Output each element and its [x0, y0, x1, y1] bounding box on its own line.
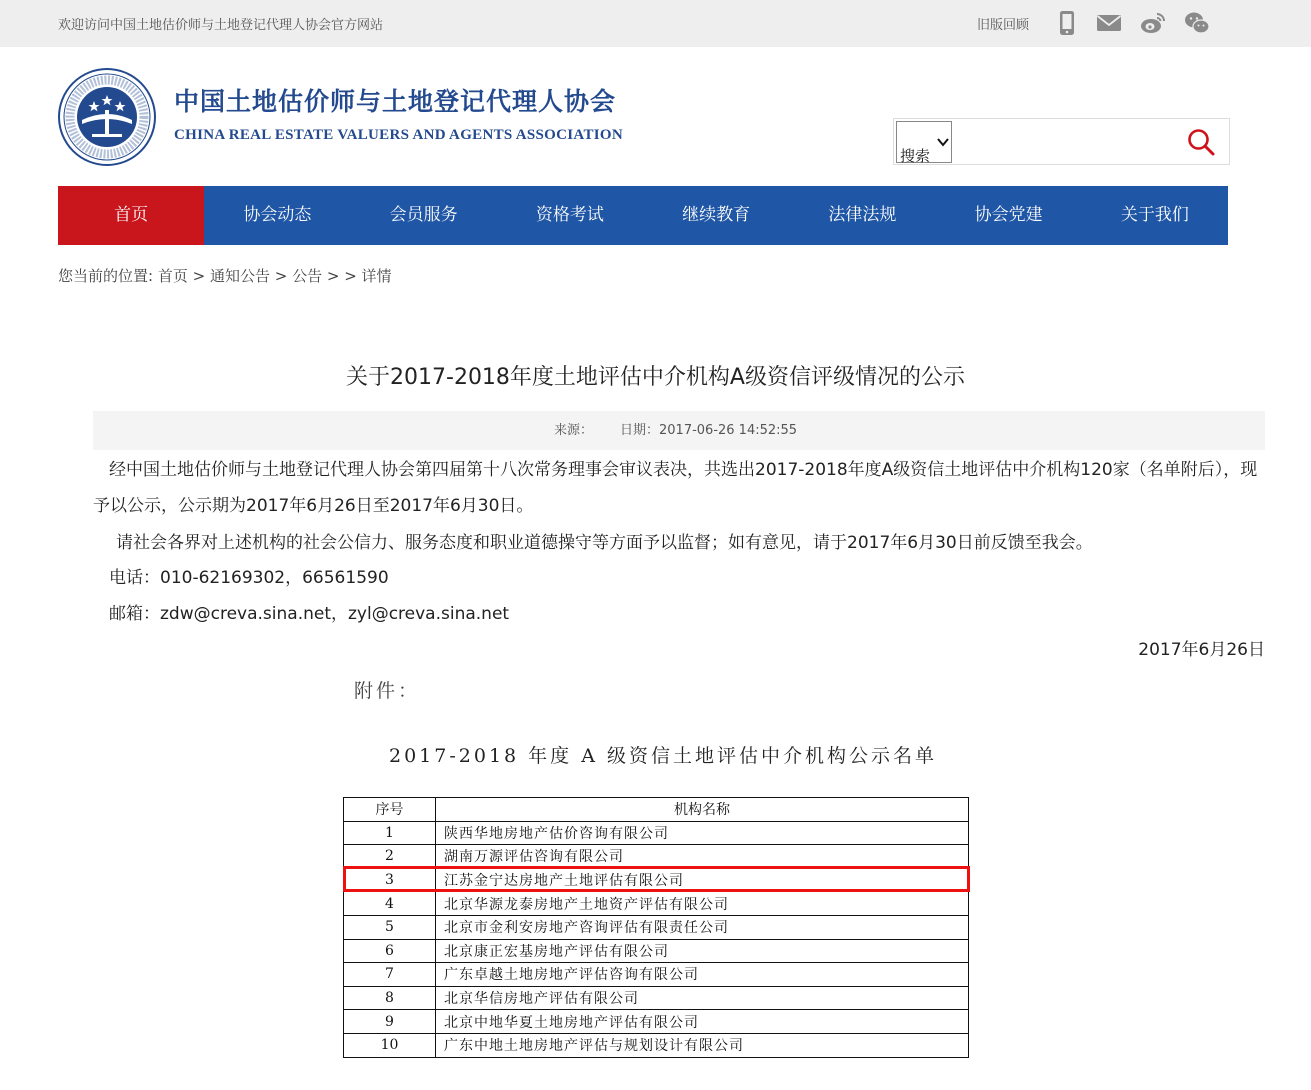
article-meta [93, 411, 1265, 450]
main-nav [58, 186, 1228, 245]
association-logo[interactable] [58, 68, 156, 166]
row-org-name: 广东卓越土地房地产评估咨询有限公司 [436, 963, 969, 987]
row-number: 1 [344, 821, 436, 845]
site-title-en: CHINA REAL ESTATE VALUERS AND AGENTS ASSOCIATION [174, 127, 623, 143]
contact-email: 邮箱：zdw@creva.sina.net，zyl@creva.sina.net [109, 604, 510, 624]
search-select-label: 搜索 [900, 147, 931, 165]
row-number: 4 [344, 892, 436, 916]
row-number: 2 [344, 845, 436, 869]
search-icon[interactable] [1186, 127, 1216, 157]
breadcrumb-sep: > [187, 267, 210, 285]
row-org-name: 北京华源龙泰房地产土地资产评估有限公司 [436, 892, 969, 916]
article-title: 关于2017-2018年度土地评估中介机构A级资信评级情况的公示 [346, 365, 965, 390]
attachment-label: 附件： [354, 680, 421, 702]
column-header-no: 序号 [344, 798, 436, 822]
breadcrumb-notices[interactable]: 通知公告 [209, 267, 270, 285]
nav-item-education[interactable]: 继续教育 [682, 205, 751, 225]
row-org-name: 陕西华地房地产估价咨询有限公司 [436, 821, 969, 845]
row-number: 10 [344, 1033, 436, 1057]
article-source: 来源： [554, 423, 594, 438]
nav-item-home[interactable]: 首页 [58, 186, 204, 245]
weibo-icon[interactable] [1140, 10, 1166, 36]
breadcrumb [58, 265, 392, 286]
table-row [344, 986, 969, 1010]
table-row [344, 939, 969, 963]
breadcrumb-announcements[interactable]: 公告 [292, 267, 323, 285]
table-row [344, 1010, 969, 1034]
contact-phone: 电话：010-62169302，66561590 [109, 568, 389, 588]
row-org-name: 北京市金利安房地产咨询评估有限责任公司 [436, 915, 969, 939]
article-paragraph-1: 经中国土地估价师与土地登记代理人协会第四届第十八次常务理事会审议表决，共选出2017-2018年度A级资信土地评估中介机构120家（名单附后），现予以公示，公示期为2017年6月26日至2017年6月30日。 [93, 460, 1258, 516]
breadcrumb-home[interactable]: 首页 [157, 267, 188, 285]
table-row [344, 821, 969, 845]
nav-item-laws[interactable]: 法律法规 [828, 205, 897, 225]
table-row [344, 845, 969, 869]
row-number: 6 [344, 939, 436, 963]
table-row [344, 892, 969, 916]
article-paragraph-2: 请社会各界对上述机构的社会公信力、服务态度和职业道德操守等方面予以监督；如有意见，请于2017年6月30日前反馈至我会。 [116, 533, 1093, 553]
table-row [344, 868, 969, 892]
wechat-icon[interactable] [1184, 10, 1210, 36]
table-header-row [344, 798, 969, 822]
signature-date: 2017年6月26日 [1138, 640, 1265, 660]
breadcrumb-prefix: 您当前的位置: [58, 267, 158, 285]
search-box [893, 118, 1230, 165]
row-org-name: 湖南万源评估咨询有限公司 [436, 845, 969, 869]
breadcrumb-sep: > [269, 267, 293, 285]
search-type-select[interactable] [896, 121, 952, 163]
nav-item-about[interactable]: 关于我们 [1120, 205, 1189, 225]
nav-item-party[interactable]: 协会党建 [974, 205, 1043, 225]
table-row [344, 1033, 969, 1057]
row-org-name: 北京中地华夏土地房地产评估有限公司 [436, 1010, 969, 1034]
row-number: 7 [344, 963, 436, 987]
row-org-name: 广东中地土地房地产评估与规划设计有限公司 [436, 1033, 969, 1057]
row-org-name: 北京康正宏基房地产评估有限公司 [436, 939, 969, 963]
chevron-down-icon [935, 134, 951, 150]
row-org-name: 北京华信房地产评估有限公司 [436, 986, 969, 1010]
breadcrumb-sep: > > [322, 267, 362, 285]
nav-item-member-services[interactable]: 会员服务 [389, 205, 458, 225]
article-date: 日期：2017-06-26 14:52:55 [620, 423, 798, 438]
phone-icon[interactable] [1054, 10, 1080, 36]
top-bar [0, 0, 1311, 47]
table-row [344, 963, 969, 987]
column-header-name: 机构名称 [436, 798, 969, 822]
welcome-text: 欢迎访问中国土地估价师与土地登记代理人协会官方网站 [58, 18, 384, 33]
old-site-link[interactable]: 旧版回顾 [977, 18, 1030, 33]
nav-item-exams[interactable]: 资格考试 [535, 205, 604, 225]
row-number: 3 [344, 868, 436, 892]
mail-icon[interactable] [1096, 10, 1122, 36]
organization-table [343, 797, 969, 1058]
search-input[interactable] [956, 123, 1176, 161]
site-title-cn: 中国土地估价师与土地登记代理人协会 [174, 87, 617, 116]
row-org-name: 江苏金宁达房地产土地评估有限公司 [436, 868, 969, 892]
list-title-text: 2017-2018 年度 A 级资信土地评估中介机构公示名单 [389, 745, 937, 767]
table-row [344, 915, 969, 939]
row-number: 9 [344, 1010, 436, 1034]
breadcrumb-detail[interactable]: 详情 [361, 267, 392, 285]
nav-item-news[interactable]: 协会动态 [243, 205, 312, 225]
row-number: 8 [344, 986, 436, 1010]
row-number: 5 [344, 915, 436, 939]
